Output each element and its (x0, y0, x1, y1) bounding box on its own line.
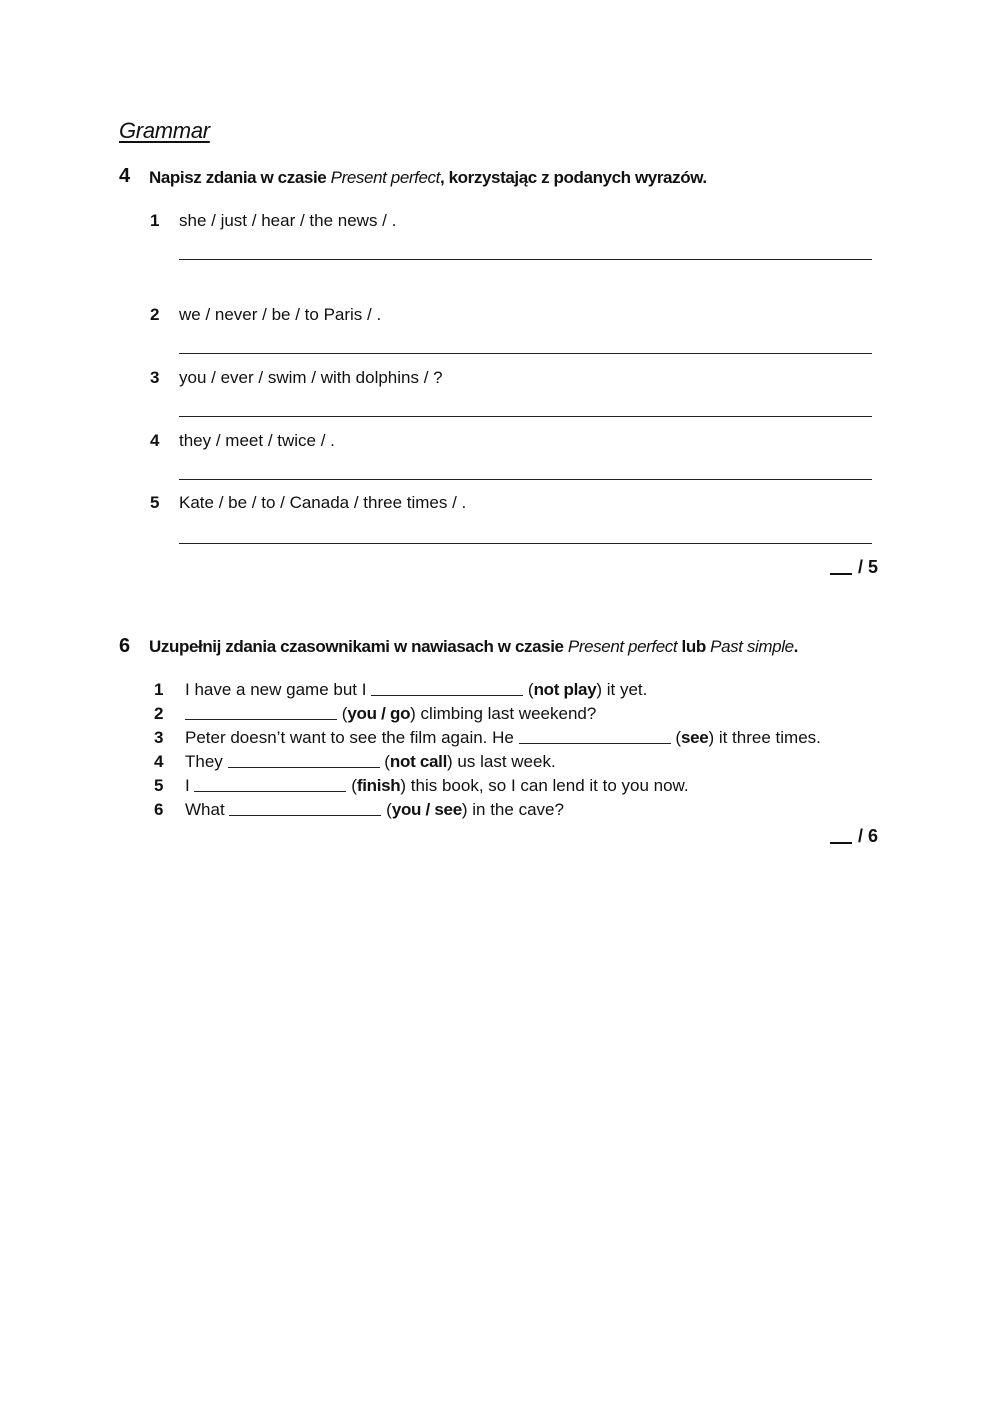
instruction-text: lub (677, 637, 711, 656)
ex6-item-text: Peter doesn’t want to see the film again. He (185, 728, 514, 747)
ex6-item-verb: finish (356, 776, 401, 795)
ex6-item-5: 5 I (finish) this book, so I can lend it to you now. (150, 776, 689, 796)
score-total: / 6 (858, 826, 879, 846)
ex4-item-2-answer-line[interactable] (179, 353, 872, 354)
ex6-item-number: 4 (154, 752, 164, 771)
ex4-item-2-prompt: we / never / be / to Paris / . (179, 305, 382, 324)
exercise-4-number: 4 (119, 165, 131, 187)
ex6-item-5-gap[interactable] (194, 791, 346, 792)
ex6-item-4-gap[interactable] (228, 767, 380, 768)
score-total: / 5 (858, 557, 879, 577)
ex6-item-text: ) it three times. (708, 728, 821, 747)
exercise-4-instruction (149, 168, 707, 188)
ex6-item-verb: not play (533, 680, 597, 699)
ex6-item-number: 2 (154, 704, 164, 723)
ex6-item-number: 1 (154, 680, 164, 699)
ex6-item-text: ) climbing last weekend? (410, 704, 597, 723)
instruction-text: Uzupełnij zdania czasownikami w nawiasach w czasie (149, 637, 568, 656)
ex4-item-4-prompt: they / meet / twice / . (179, 431, 335, 450)
ex6-item-text: They (185, 752, 223, 771)
ex4-item-1-answer-line[interactable] (179, 259, 872, 260)
exercise-4-score (830, 557, 878, 578)
instruction-text: . (793, 637, 798, 656)
ex6-item-verb: you / go (347, 704, 411, 723)
exercise-6-number: 6 (119, 635, 131, 657)
ex4-item-5-prompt: Kate / be / to / Canada / three times / . (179, 493, 467, 512)
ex6-item-text: ) this book, so I can lend it to you now. (400, 776, 689, 795)
section-title: Grammar (119, 118, 210, 143)
ex6-item-text: ) in the cave? (461, 800, 564, 819)
instruction-text: Napisz zdania w czasie (149, 168, 331, 187)
ex4-item-4-answer-line[interactable] (179, 479, 872, 480)
ex6-item-verb: see (680, 728, 709, 747)
ex6-item-text: I (185, 776, 190, 795)
ex4-item-2-number: 2 (150, 305, 160, 324)
ex6-item-verb: not call (389, 752, 448, 771)
instruction-text: , korzystając z podanych wyrazów. (439, 168, 707, 187)
exercise-6-score (830, 826, 878, 847)
ex4-item-3-answer-line[interactable] (179, 416, 872, 417)
ex6-item-1-gap[interactable] (371, 695, 523, 696)
instruction-tense-1: Present perfect (567, 637, 678, 656)
exercise-6-instruction (149, 637, 798, 657)
ex6-item-text: ) it yet. (596, 680, 648, 699)
ex4-item-4-number: 4 (150, 431, 160, 450)
ex4-item-1-number: 1 (150, 211, 160, 230)
ex4-item-5-answer-line[interactable] (179, 543, 872, 544)
instruction-tense: Present perfect (330, 168, 440, 187)
ex4-item-3-prompt: you / ever / swim / with dolphins / ? (179, 368, 443, 387)
ex6-item-number: 5 (154, 776, 164, 795)
ex4-item-1-prompt: she / just / hear / the news / . (179, 211, 397, 230)
ex4-item-3-number: 3 (150, 368, 160, 387)
ex6-item-number: 6 (154, 800, 164, 819)
ex6-item-2-gap[interactable] (185, 719, 337, 720)
ex6-item-number: 3 (154, 728, 164, 747)
ex6-item-2: 2 (you / go) climbing last weekend? (150, 704, 596, 724)
ex6-item-3: 3 Peter doesn’t want to see the film again. He (see) it three times. (150, 728, 821, 748)
ex6-item-6-gap[interactable] (229, 815, 381, 816)
ex4-item-5-number: 5 (150, 493, 160, 512)
ex6-item-text: I have a new game but I (185, 680, 367, 699)
ex6-item-3-gap[interactable] (519, 743, 671, 744)
ex6-item-text: ) us last week. (447, 752, 556, 771)
instruction-tense-2: Past simple (710, 637, 794, 656)
ex6-item-6: 6 What (you / see) in the cave? (150, 800, 564, 820)
score-blank[interactable] (830, 573, 852, 575)
score-blank[interactable] (830, 842, 852, 844)
ex6-item-text: What (185, 800, 225, 819)
ex6-item-1: 1 I have a new game but I (not play) it yet. (150, 680, 647, 700)
ex6-item-4: 4 They (not call) us last week. (150, 752, 556, 772)
ex6-item-verb: you / see (391, 800, 462, 819)
